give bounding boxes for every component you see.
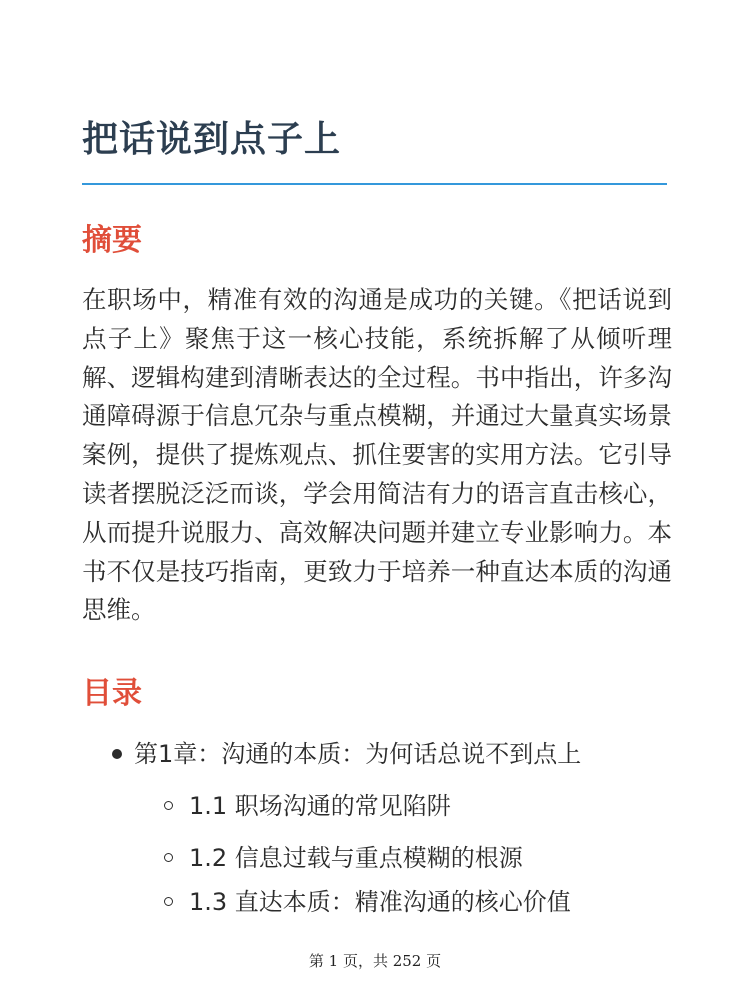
toc-section-label: 1.3 直达本质：精准沟通的核心价值 <box>189 888 571 916</box>
bullet-circle-icon <box>164 801 173 810</box>
summary-paragraph: 在职场中，精准有效的沟通是成功的关键。《把话说到点子上》聚焦于这一核心技能，系统拆解了从倾听理解、逻辑构建到清晰表达的全过程。书中指出，许多沟通障碍源于信息冗杂与重点模糊，并通过大量真实场景案例，提供了提炼观点、抓住要害的实用方法。它引导读者摆脱泛泛而谈，学会用简洁有力的语言直击核心，从而提升说服力、高效解决问题并建立专业影响力。本书不仅是技巧指南，更致力于培养一种直达本质的沟通思维。 <box>82 285 672 625</box>
toc-section-item <box>0 838 750 878</box>
page-number-footer: 第 1 页，共 252 页 <box>308 952 442 970</box>
toc-section-label: 1.2 信息过载与重点模糊的根源 <box>189 844 523 872</box>
document-title: 把话说到点子上 <box>82 119 342 160</box>
title-divider <box>82 183 667 185</box>
toc-section-label: 1.1 职场沟通的常见陷阱 <box>189 792 451 820</box>
toc-section-item <box>0 882 750 922</box>
bullet-circle-icon <box>164 897 173 906</box>
toc-section-item <box>0 786 750 826</box>
bullet-circle-icon <box>164 853 173 862</box>
summary-heading: 摘要 <box>82 223 142 258</box>
toc-heading: 目录 <box>82 676 142 711</box>
toc-chapter-label: 第1章：沟通的本质：为何话总说不到点上 <box>134 740 582 768</box>
bullet-disc-icon <box>112 749 122 759</box>
